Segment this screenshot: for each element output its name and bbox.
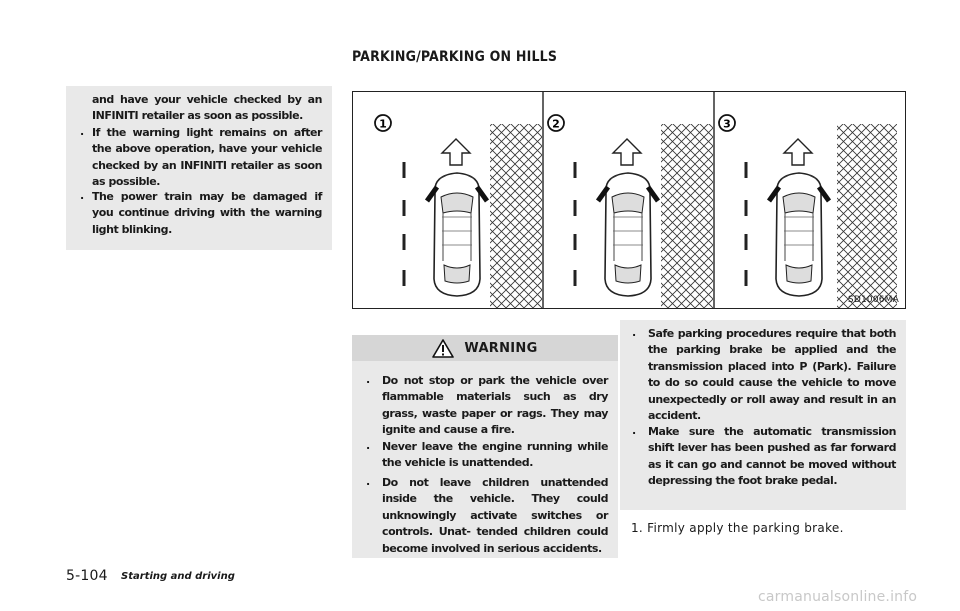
bullet-marker: .	[80, 189, 84, 202]
warning-bullet-text: Safe parking procedures require that both the parking brake be applied and the transmission placed into P (Park). Failure to do so could cause the vehicle to move unexpectedly or roll away and result in an accident.	[648, 327, 896, 423]
warning-bullet-text: Make sure the automatic transmission shift lever has been pushed as far forward as it can go and cannot be moved without depressing the foot brake pedal.	[648, 425, 896, 488]
bullet-marker: .	[632, 326, 636, 339]
figure-code: SD1006MA	[847, 295, 899, 305]
warning-continuation-box	[620, 320, 906, 510]
bullet-text: If the warning light remains on after the above operation, have your vehicle checked by an INFINITI retailer as soon as possible.	[92, 126, 322, 189]
page-number: 5-104	[66, 568, 108, 584]
continuation-box	[66, 86, 332, 250]
warning-header	[352, 335, 618, 361]
panel-2	[575, 92, 714, 308]
panel-1	[404, 92, 543, 308]
panel-label-1: 1	[379, 117, 387, 131]
panel-label-2: 2	[552, 117, 560, 131]
bullet-marker: .	[632, 424, 636, 437]
warning-title: WARNING	[464, 340, 538, 356]
footer-section: Starting and driving	[121, 571, 235, 582]
panel-label-3: 3	[723, 117, 731, 131]
continuation-text: and have your vehicle checked by an INFINITI retailer as soon as possible.	[92, 93, 322, 123]
section-heading: PARKING/PARKING ON HILLS	[352, 49, 558, 65]
warning-triangle-icon	[432, 339, 454, 358]
warning-box	[352, 335, 618, 558]
warning-bullet-text: Never leave the engine running while the vehicle is unattended.	[382, 440, 608, 470]
bullet-marker: .	[366, 475, 370, 488]
warning-bullet-text: Do not leave children unattended inside the vehicle. They could unknowingly activate switches or controls. Unat- tended children could become involved in serious accidents.	[382, 476, 608, 555]
bullet-marker: .	[366, 439, 370, 452]
bullet-marker: .	[80, 125, 84, 138]
watermark: carmanualsonline.info	[758, 589, 918, 605]
parking-diagram	[353, 92, 905, 308]
warning-bullet-text: Do not stop or park the vehicle over flammable materials such as dry grass, waste paper or rags. They may ignite and cause a fire.	[382, 374, 608, 437]
step-1: 1. Firmly apply the parking brake.	[631, 521, 844, 535]
panel-3	[746, 124, 897, 308]
bullet-text: The power train may be damaged if you continue driving with the warning light blinking.	[92, 190, 322, 236]
parking-figure	[352, 91, 906, 309]
bullet-marker: .	[366, 373, 370, 386]
